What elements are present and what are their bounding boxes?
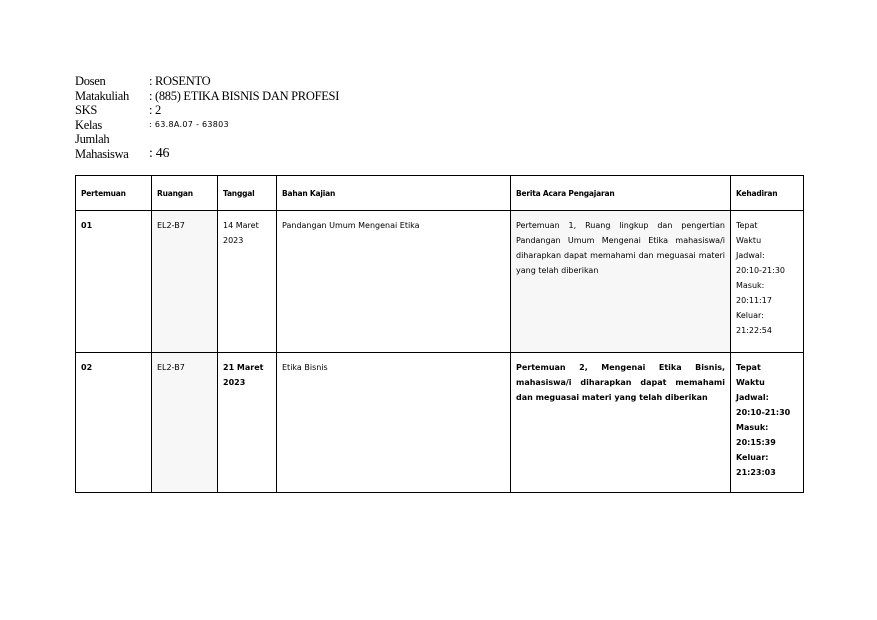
- col-header-pertemuan: Pertemuan: [76, 176, 152, 211]
- kehadiran-line: 20:10-21:30: [736, 266, 785, 275]
- kehadiran-line: 20:11:17: [736, 296, 772, 305]
- cell-bahan-kajian: Etika Bisnis: [277, 353, 511, 493]
- kehadiran-line: 20:10-21:30: [736, 408, 791, 417]
- matakuliah-row: [75, 89, 339, 104]
- col-header-tanggal: Tanggal: [218, 176, 277, 211]
- kehadiran-line: Jadwal:: [736, 393, 769, 402]
- sks-label: SKS: [75, 103, 98, 117]
- dosen-value: : ROSENTO: [149, 74, 211, 88]
- sks-value: : 2: [149, 103, 161, 117]
- cell-tanggal: [218, 353, 277, 493]
- kehadiran-line: Masuk:: [736, 281, 765, 290]
- tanggal-year: 2023: [223, 236, 244, 245]
- col-header-bahan-kajian: Bahan Kajian: [277, 176, 511, 211]
- kelas-label: Kelas: [75, 117, 102, 132]
- kehadiran-line: Keluar:: [736, 311, 764, 320]
- cell-berita-acara: Pertemuan 1, Ruang lingkup dan pengertian Pandangan Umum Mengenai Etika mahasiswa/i diharapkan dapat memahami dan meguasai materi yang telah diberikan: [511, 211, 731, 353]
- cell-tanggal: [218, 211, 277, 353]
- col-header-kehadiran: Kehadiran: [731, 176, 804, 211]
- kehadiran-line: 21:22:54: [736, 326, 772, 335]
- tanggal-line: 21 Maret: [223, 363, 264, 372]
- tanggal-year: 2023: [223, 378, 246, 387]
- cell-kehadiran: [731, 353, 804, 493]
- cell-pertemuan: 01: [76, 211, 152, 353]
- table-row: [76, 211, 804, 353]
- cell-ruangan: EL2-B7: [152, 353, 218, 493]
- kelas-value: : 63.8A.07 - 63803: [149, 119, 229, 129]
- sks-row: [75, 103, 339, 118]
- kehadiran-line: Keluar:: [736, 453, 769, 462]
- cell-bahan-kajian: Pandangan Umum Mengenai Etika: [277, 211, 511, 353]
- mahasiswa-row: [75, 147, 339, 162]
- mahasiswa-label: Mahasiswa: [75, 146, 129, 161]
- col-header-berita-acara: Berita Acara Pengajaran: [511, 176, 731, 211]
- cell-berita-acara: Pertemuan 2, Mengenai Etika Bisnis, mahasiswa/i diharapkan dapat memahami dan meguasai materi yang telah diberikan: [511, 353, 731, 493]
- kehadiran-line: Masuk:: [736, 423, 769, 432]
- cell-kehadiran: [731, 211, 804, 353]
- course-header: [75, 74, 339, 161]
- dosen-label: Dosen: [75, 74, 106, 88]
- table-header-row: [76, 176, 804, 211]
- table-row: [76, 353, 804, 493]
- tanggal-line: 14 Maret: [223, 221, 259, 230]
- kehadiran-line: Jadwal:: [736, 251, 765, 260]
- kehadiran-line: Tepat: [736, 363, 761, 372]
- kehadiran-line: 21:23:03: [736, 468, 776, 477]
- kehadiran-line: Waktu: [736, 378, 765, 387]
- jumlah-row: [75, 132, 339, 147]
- kelas-row: [75, 118, 339, 133]
- dosen-row: [75, 74, 339, 89]
- matakuliah-label: Matakuliah: [75, 88, 129, 103]
- kehadiran-line: Tepat: [736, 221, 758, 230]
- cell-ruangan: EL2-B7: [152, 211, 218, 353]
- cell-pertemuan: 02: [76, 353, 152, 493]
- mahasiswa-value: : 46: [149, 145, 170, 161]
- col-header-ruangan: Ruangan: [152, 176, 218, 211]
- kehadiran-line: 20:15:39: [736, 438, 776, 447]
- kehadiran-line: Waktu: [736, 236, 762, 245]
- matakuliah-value: : (885) ETIKA BISNIS DAN PROFESI: [149, 88, 340, 103]
- jumlah-label: Jumlah: [75, 132, 110, 146]
- attendance-table: [75, 175, 804, 493]
